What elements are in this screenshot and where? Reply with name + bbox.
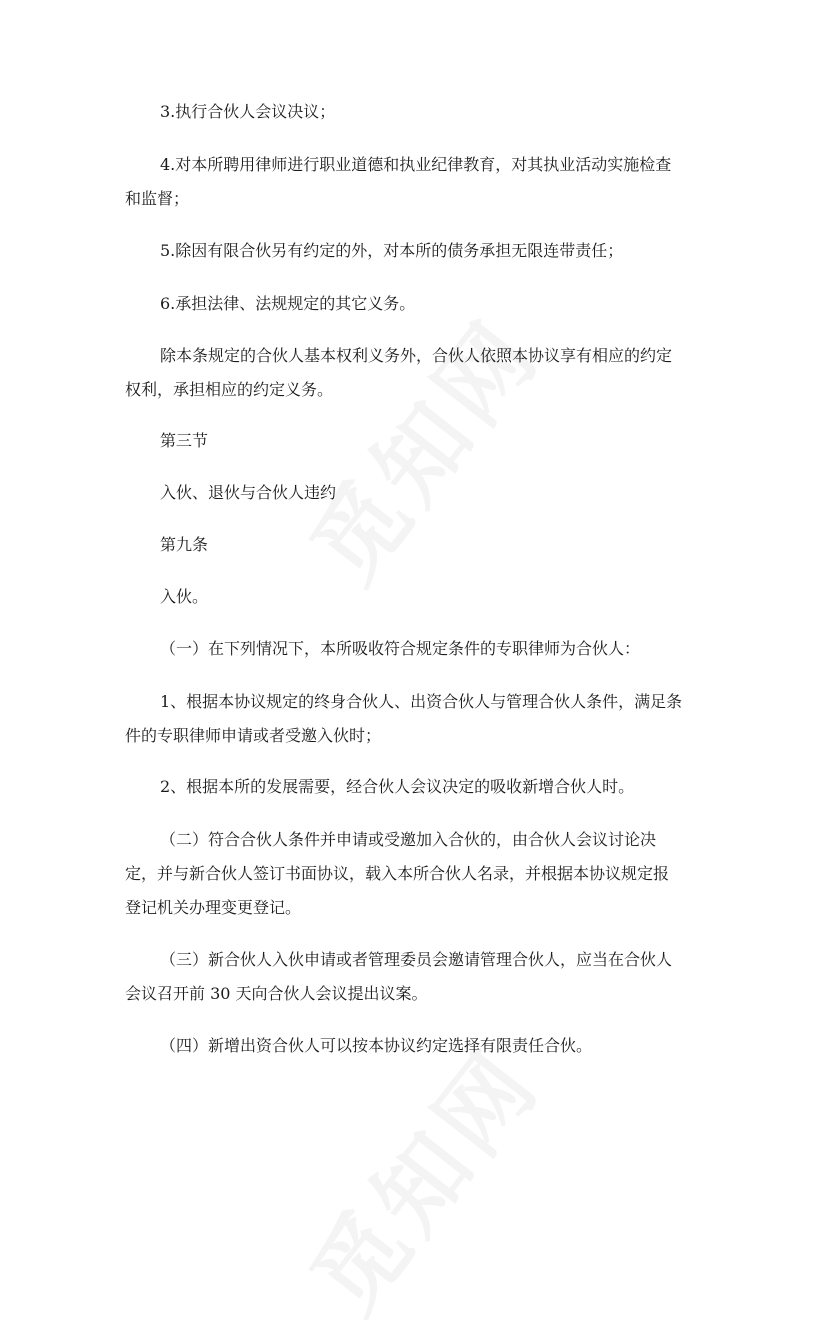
text-line: 1、根据本协议规定的终身合伙人、出资合伙人与管理合伙人条件，满足条 — [160, 692, 683, 711]
text-line: 5.除因有限合伙另有约定的外，对本所的债务承担无限连带责任； — [160, 241, 624, 260]
text-line: 和监督； — [125, 189, 190, 208]
section-title: 入伙、退伙与合伙人违约 — [160, 483, 337, 502]
text-line: 定，并与新合伙人签订书面协议，载入本所合伙人名录，并根据本协议规定报 — [125, 864, 670, 883]
article-title: 入伙。 — [160, 587, 209, 606]
text-line: 4.对本所聘用律师进行职业道德和执业纪律教育，对其执业活动实施检查 — [160, 155, 672, 174]
watermark-upper — [276, 287, 565, 605]
text-line: （一）在下列情况下，本所吸收符合规定条件的专职律师为合伙人： — [160, 639, 641, 658]
text-line: 会议召开前 30 天向合伙人会议提出议案。 — [125, 984, 428, 1003]
text-line: 登记机关办理变更登记。 — [125, 898, 302, 917]
text-line: 除本条规定的合伙人基本权利义务外，合伙人依照本协议享有相应的约定 — [160, 346, 673, 365]
text-line: （二）符合合伙人条件并申请或受邀加入合伙的，由合伙人会议讨论决 — [160, 830, 657, 849]
text-line: （四）新增出资合伙人可以按本协议约定选择有限责任合伙。 — [160, 1036, 593, 1055]
text-line: 2、根据本所的发展需要，经合伙人会议决定的吸收新增合伙人时。 — [160, 777, 635, 796]
article-heading: 第九条 — [160, 535, 209, 554]
section-heading: 第三节 — [160, 431, 209, 450]
text-line: （三）新合伙人入伙申请或者管理委员会邀请管理合伙人，应当在合伙人 — [160, 950, 673, 969]
text-line: 权利，承担相应的约定义务。 — [125, 380, 334, 399]
text-line: 件的专职律师申请或者受邀入伙时； — [125, 726, 382, 745]
text-line: 6.承担法律、法规规定的其它义务。 — [160, 294, 416, 313]
text-line: 3.执行合伙人会议决议； — [160, 102, 336, 121]
watermark-lower — [276, 1017, 565, 1335]
